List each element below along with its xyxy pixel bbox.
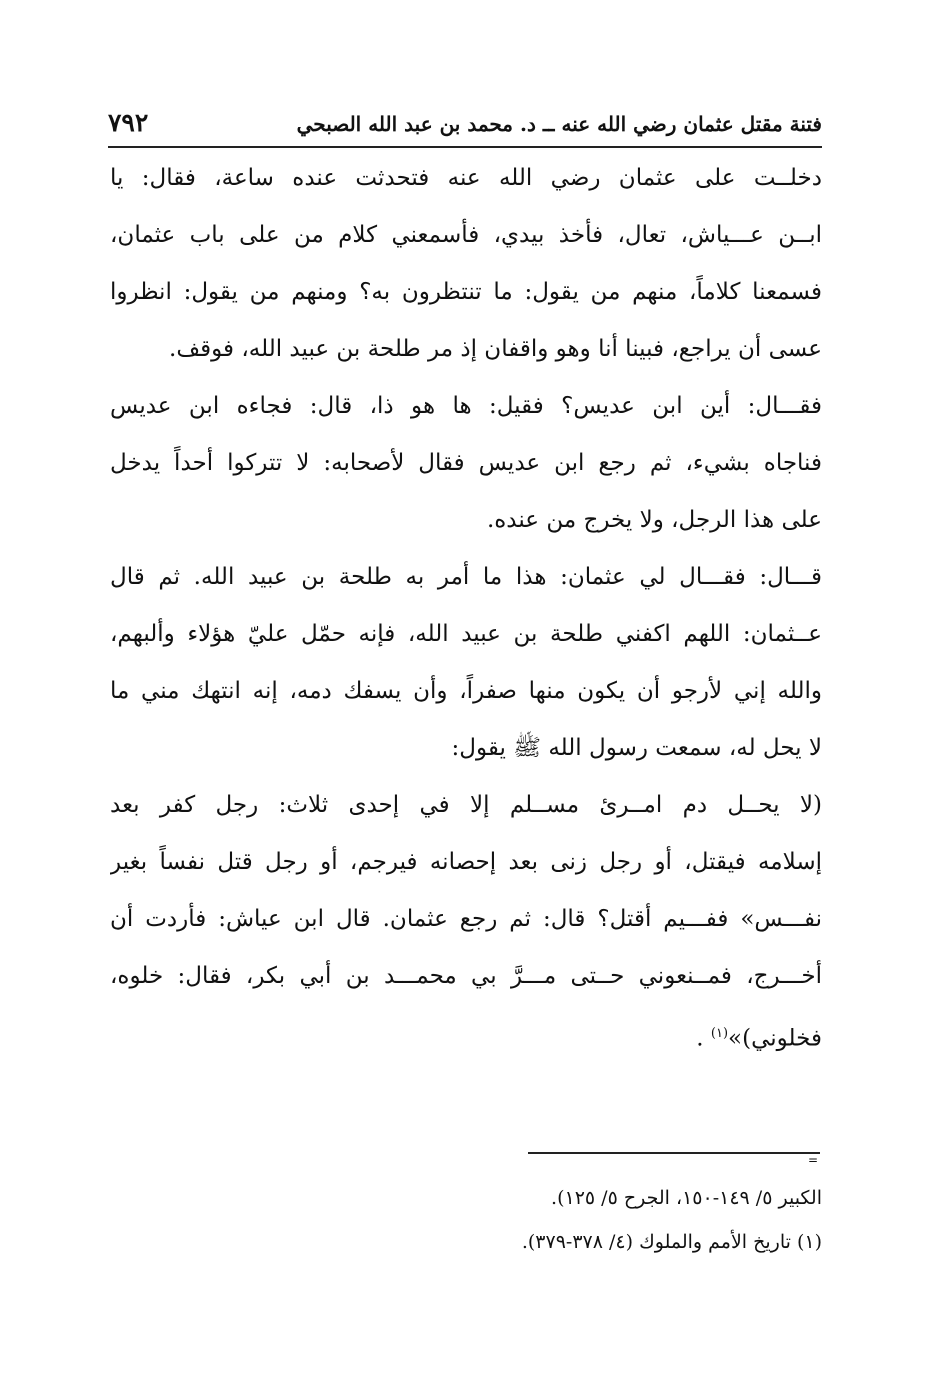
text-line: أخـــرج، فمــنعوني حــتى مـــرَّ بي محمـــد بن أبي بكر، فقال: خلوه،: [110, 963, 822, 989]
text-line: لا يحل له، سمعت رسول الله ﷺ يقول:: [451, 735, 822, 761]
final-period: .: [696, 1025, 704, 1052]
text-line: ابــن عـــياش، تعال، فأخذ بيدي، فأسمعني كلام من على باب عثمان،: [110, 222, 822, 248]
header-rule: [108, 146, 822, 148]
footnote-line: الكبير ٥/ ١٤٩-١٥٠، الجرح ٥/ ١٢٥).: [551, 1187, 822, 1209]
text-line: على هذا الرجل، ولا يخرج من عنده.: [486, 507, 822, 533]
main-text: [110, 150, 822, 1062]
footnote-separator-mark: =: [808, 1153, 819, 1167]
text-line-final: [110, 1005, 822, 1062]
footnotes: [300, 1176, 822, 1264]
running-header: [108, 104, 822, 144]
text-line: فقـــال: أين ابن عديس؟ فقيل: ها هو ذا، قال: فجاءه ابن عديس: [110, 393, 822, 419]
text-line: دخلــت على عثمان رضي الله عنه فتحدثت عنده ساعة، فقال: يا: [110, 165, 822, 191]
footnote-separator: [528, 1152, 820, 1154]
text-line: قـــال: فقـــال لي عثمان: هذا ما أمر به طلحة بن عبيد الله. ثم قال: [110, 564, 822, 590]
text-line: والله إني لأرجو أن يكون منها صفراً، وأن يسفك دمه، إنه انتهك مني ما: [110, 678, 822, 704]
footnote-reference: (١): [710, 1026, 729, 1041]
footnote-line: (١) تاريخ الأمم والملوك (٤/ ٣٧٨-٣٧٩).: [521, 1231, 822, 1253]
final-line-text: فخلوني)»: [728, 1025, 822, 1052]
text-line: فسمعنا كلاماً، منهم من يقول: ما تنتظرون به؟ ومنهم من يقول: انظروا: [110, 279, 822, 305]
text-line: فناجاه بشيء، ثم رجع ابن عديس فقال لأصحابه: لا تتركوا أحداً يدخل: [110, 450, 822, 476]
text-line: إسلامه فيقتل، أو رجل زنى بعد إحصانه فيرجم، أو رجل قتل نفساً بغير: [110, 849, 822, 875]
text-line: (لا يحــل دم امــرئ مســلم إلا في إحدى ثلاث: رجل كفر بعد: [110, 792, 822, 818]
page-number: ٧٩٢: [108, 108, 149, 137]
text-line: عسى أن يراجع، فبينا أنا وهو واقفان إذ مر طلحة بن عبيد الله، فوقف.: [169, 336, 822, 362]
text-line: عــثمان: اللهم اكفني طلحة بن عبيد الله، فإنه حمّل عليّ هؤلاء وألبهم،: [110, 621, 822, 647]
running-header-title: فتنة مقتل عثمان رضي الله عنه ــ د. محمد بن عبد الله الصبحي: [296, 112, 822, 136]
text-line: نفـــس» ففـــيم أقتل؟ قال: ثم رجع عثمان. قال ابن عياش: فأردت أن: [110, 906, 822, 932]
